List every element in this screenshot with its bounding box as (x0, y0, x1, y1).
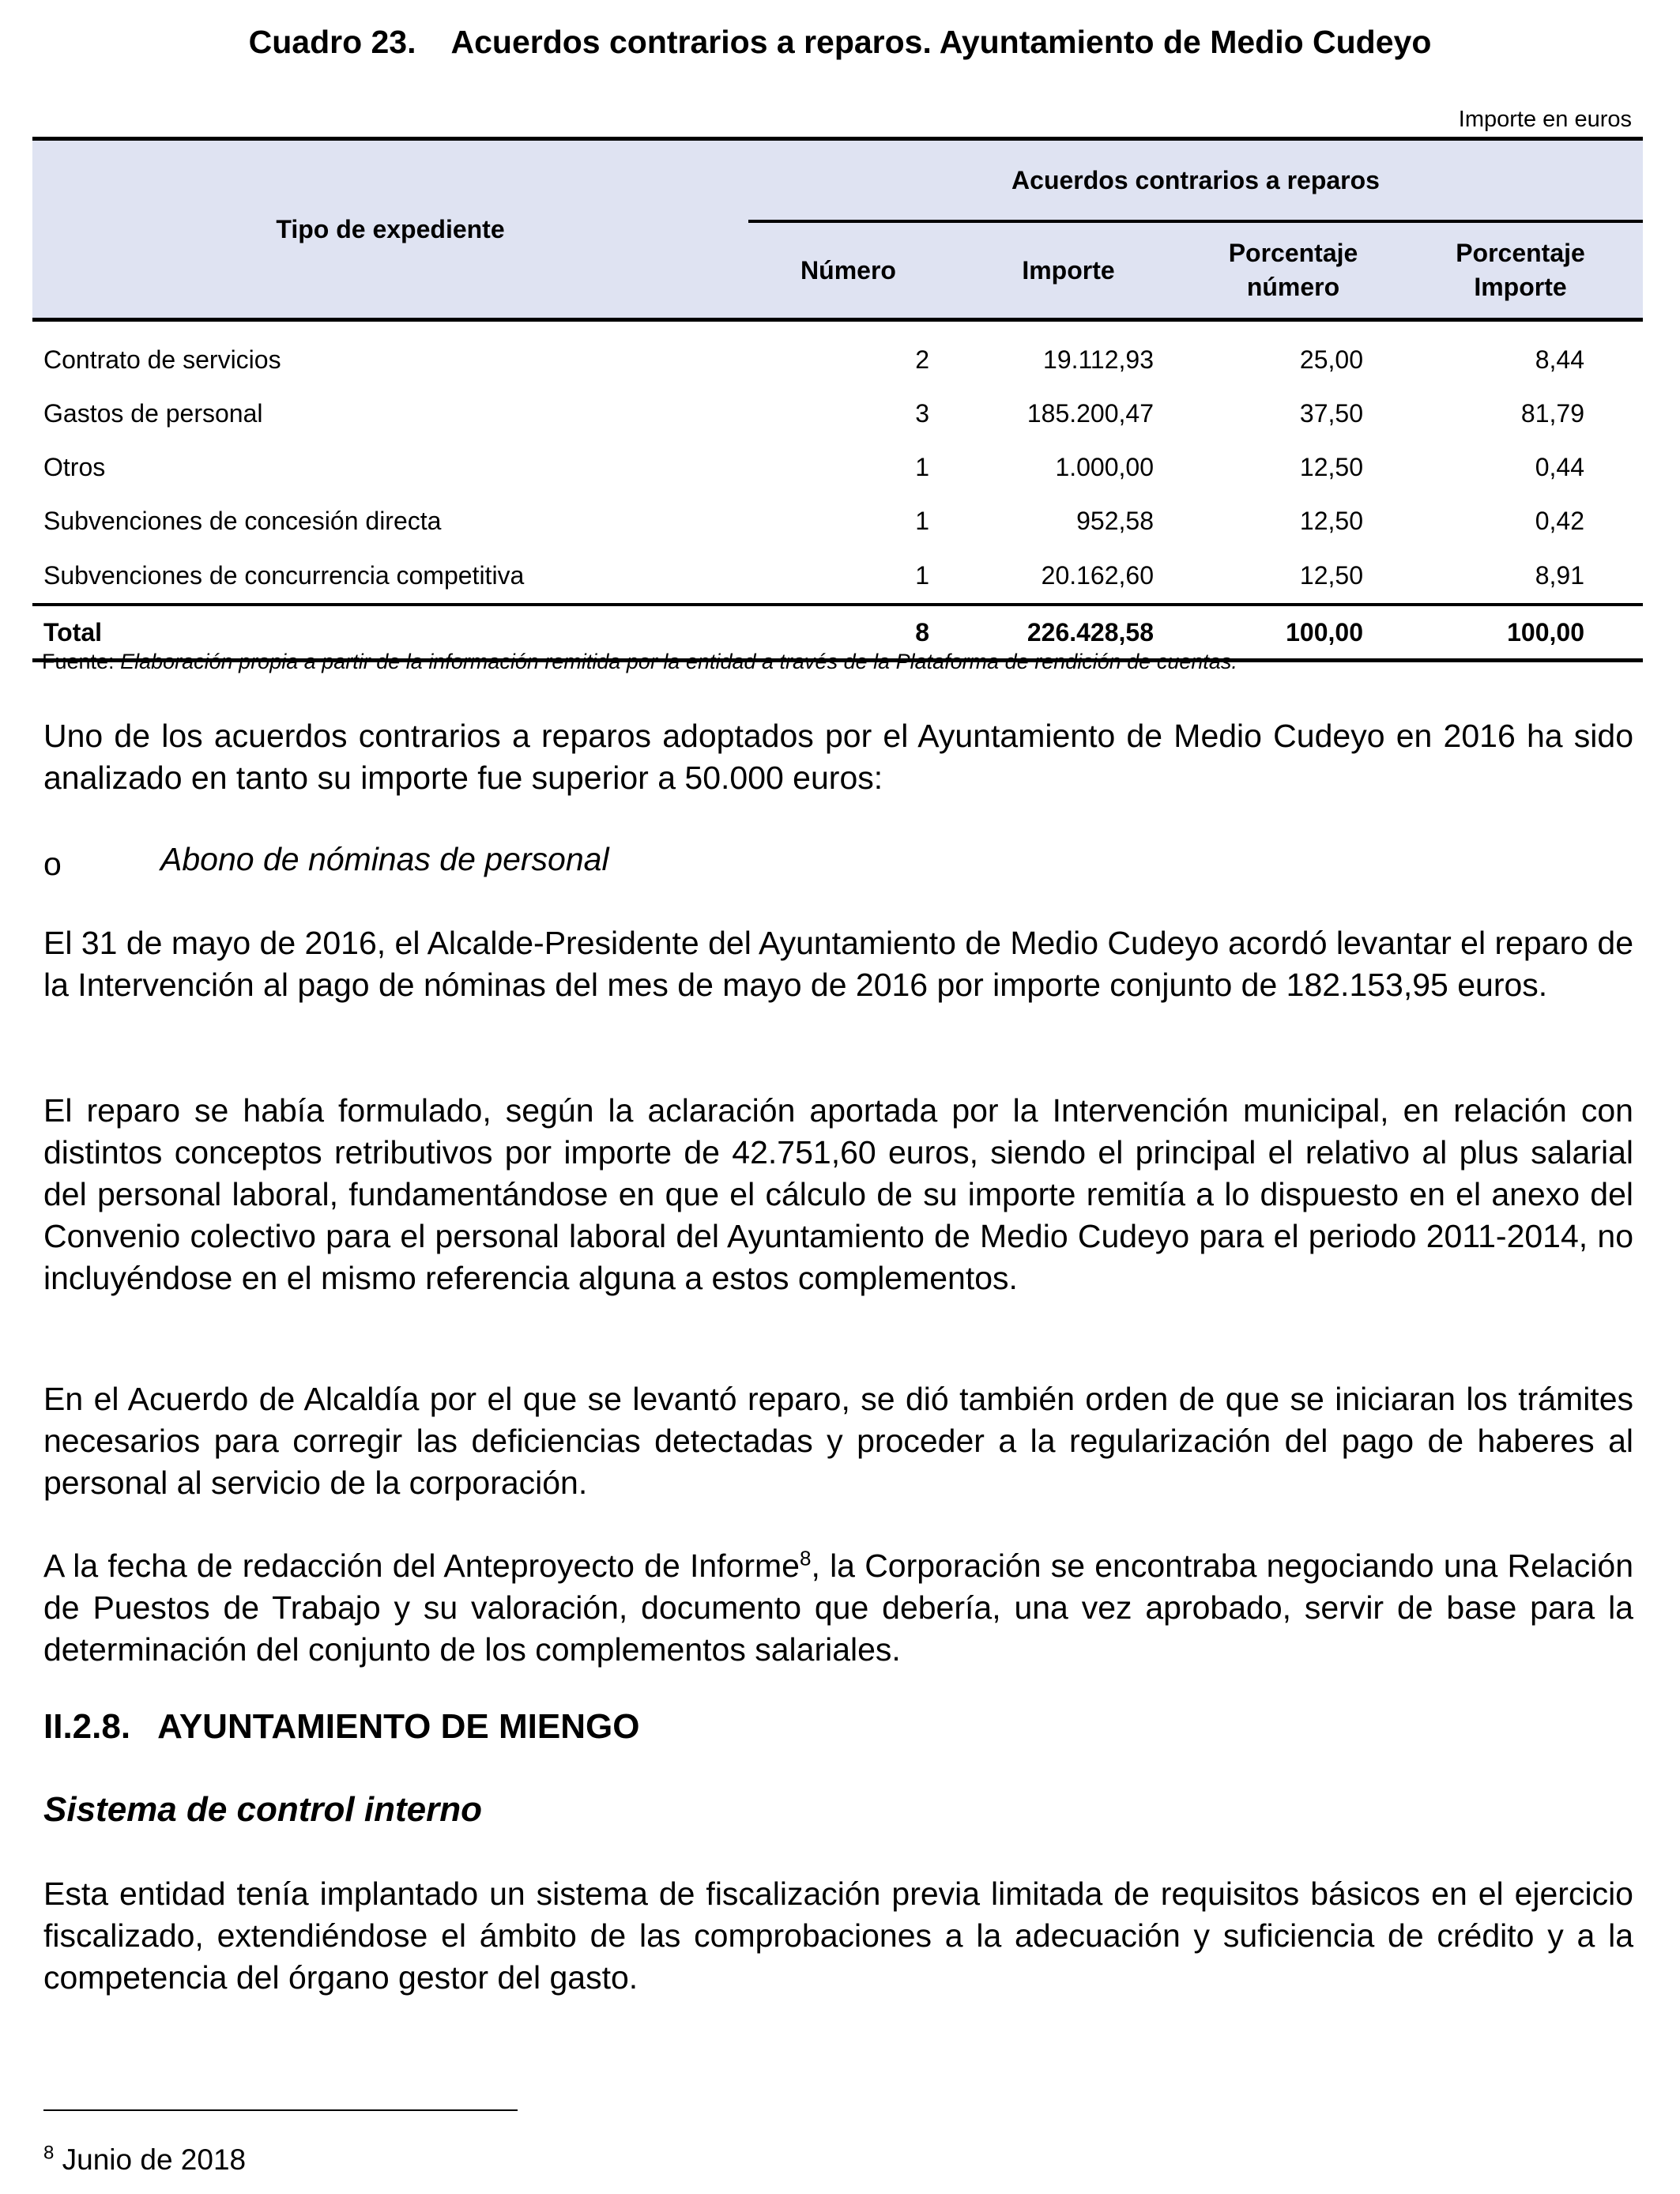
cell-numero: 1 (915, 560, 929, 590)
bullet-text: Abono de nóminas de personal (160, 841, 609, 877)
cell-numero: 8 (748, 605, 948, 661)
cell-pct-numero: 12,50 (1299, 506, 1363, 535)
header-tipo: Tipo de expediente (32, 139, 748, 320)
section-number: II.2.8. (43, 1707, 131, 1746)
cell-numero: 2 (915, 345, 929, 374)
footnote (43, 2143, 246, 2177)
table-row (32, 494, 1643, 548)
cell-pct-importe: 8,44 (1535, 345, 1584, 374)
section-title: AYUNTAMIENTO DE MIENGO (157, 1707, 640, 1746)
cell-importe: 226.428,58 (948, 605, 1188, 661)
header-numero: Número (748, 221, 948, 320)
cell-numero: 1 (915, 506, 929, 535)
cell-pct-numero: 37,50 (1299, 398, 1363, 428)
footnote-number: 8 (43, 2142, 55, 2164)
cell-importe: 19.112,93 (1043, 345, 1154, 374)
paragraph-5 (43, 1545, 1633, 1671)
cell-numero: 1 (915, 452, 929, 481)
cell-pct-numero: 12,50 (1299, 560, 1363, 590)
header-importe: Importe (948, 221, 1188, 320)
cell-tipo: Otros (43, 452, 106, 481)
cell-pct-importe: 100,00 (1398, 605, 1643, 661)
cell-tipo: Subvenciones de concesión directa (43, 506, 442, 535)
cell-pct-importe: 0,44 (1535, 452, 1584, 481)
paragraph-6: Esta entidad tenía implantado un sistema de fiscalización previa limitada de requisitos básicos en el ejercicio fiscalizado, extendiéndose el ámbito de las comprobaciones a la adecuación y suficiencia de crédito y a la competencia del órgano gestor del gasto. (43, 1875, 1633, 1996)
table-row (32, 320, 1643, 387)
section-heading (43, 1707, 639, 1747)
source-text: Elaboración propia a partir de la información remitida por la entidad a través de la Plataforma de rendición de cuentas. (120, 650, 1237, 673)
paragraph-5-start: A la fecha de redacción del Anteproyecto de Informe (43, 1547, 800, 1584)
data-table (32, 137, 1643, 662)
paragraph-2: El 31 de mayo de 2016, el Alcalde-Presidente del Ayuntamiento de Medio Cudeyo acordó levantar el reparo de la Intervención al pago de nóminas del mes de mayo de 2016 por importe conjunto de 182.153,95 euros. (43, 925, 1633, 1003)
cell-tipo: Total (32, 605, 748, 661)
cell-importe: 185.200,47 (1026, 398, 1154, 428)
table-source (42, 650, 1237, 674)
table-caption (0, 24, 1680, 61)
cell-tipo: Contrato de servicios (43, 345, 281, 374)
paragraph-1: Uno de los acuerdos contrarios a reparos adoptados por el Ayuntamiento de Medio Cudeyo en 2016 ha sido analizado en tanto su importe fue superior a 50.000 euros: (43, 718, 1633, 796)
cell-pct-importe: 8,91 (1535, 560, 1584, 590)
paragraph-5-end: , la Corporación se encontraba negociando una Relación de Puestos de Trabajo y su valoración, documento que debería, una vez aprobado, servir de base para la determinación del conjunto de los complementos salariales. (43, 1547, 1634, 1668)
cell-pct-importe: 0,42 (1535, 506, 1584, 535)
cell-importe: 20.162,60 (1041, 560, 1154, 590)
cell-numero: 3 (915, 398, 929, 428)
header-group: Acuerdos contrarios a reparos (748, 139, 1643, 222)
table-row (32, 440, 1643, 494)
footnote-text: Junio de 2018 (54, 2143, 247, 2176)
bullet-mark: o (43, 846, 62, 882)
subheading: Sistema de control interno (43, 1790, 482, 1829)
paragraph-4: En el Acuerdo de Alcaldía por el que se levantó reparo, se dió también orden de que se iniciaran los trámites necesarios para corregir las deficiencias detectadas y proceder a la regularización del pago de haberes al personal al servicio de la corporación. (43, 1381, 1633, 1501)
table-row (32, 386, 1643, 440)
cell-importe: 952,58 (1076, 506, 1154, 535)
source-label: Fuente: (42, 650, 115, 673)
header-pct-numero: Porcentaje número (1188, 221, 1398, 320)
header-pct-importe: Porcentaje Importe (1398, 221, 1643, 320)
caption-title: Acuerdos contrarios a reparos. Ayuntamiento de Medio Cudeyo (450, 24, 1432, 60)
cell-pct-importe: 81,79 (1520, 398, 1584, 428)
cell-tipo: Subvenciones de concurrencia competitiva (43, 560, 525, 590)
cell-pct-numero: 25,00 (1299, 345, 1363, 374)
cell-tipo: Gastos de personal (43, 398, 263, 428)
caption-number: Cuadro 23. (248, 24, 416, 60)
table-row (32, 548, 1643, 605)
footnote-separator (43, 2109, 518, 2111)
cell-pct-numero: 100,00 (1188, 605, 1398, 661)
unit-note: Importe en euros (1458, 107, 1632, 132)
footnote-reference[interactable]: 8 (800, 1546, 812, 1570)
cell-pct-numero: 12,50 (1299, 452, 1363, 481)
paragraph-3: El reparo se había formulado, según la aclaración aportada por la Intervención municipal, en relación con distintos conceptos retributivos por importe de 42.751,60 euros, siendo el principal el relativo al plus salarial del personal laboral, fundamentándose en que el cálculo de su importe remitía a lo dispuesto en el anexo del Convenio colectivo para el personal laboral del Ayuntamiento de Medio Cudeyo para el periodo 2011-2014, no incluyéndose en el mismo referencia alguna a estos complementos. (43, 1092, 1633, 1296)
cell-importe: 1.000,00 (1055, 452, 1154, 481)
